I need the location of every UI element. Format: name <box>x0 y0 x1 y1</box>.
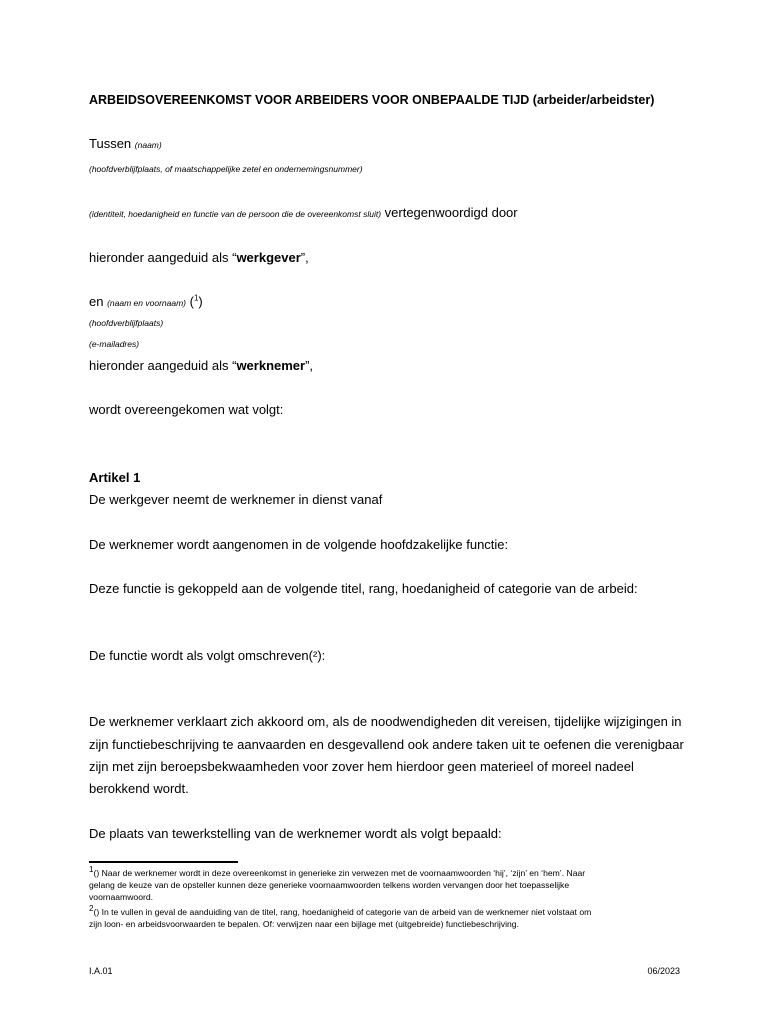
agreement-paragraph-line: zijn met zijn beroepsbekwaamheden voor zover hem hierdoor geen materieel of moreel nadeel <box>89 759 634 774</box>
employee-designation-suffix: ”, <box>305 358 314 373</box>
employee-address-hint: (hoofdverblijfplaats) <box>89 318 164 328</box>
footnote-line <box>89 906 709 918</box>
footer-date: 06/2023 <box>647 966 680 976</box>
document-title: ARBEIDSOVEREENKOMST VOOR ARBEIDERS VOOR ONBEPAALDE TIJD (arbeider/arbeidster) <box>89 93 655 107</box>
article-1-heading: Artikel 1 <box>89 470 141 485</box>
employee-name-line <box>89 294 203 309</box>
agreement-paragraph-line: De werknemer verklaart zich akkoord om, als de noodwendigheden dit vereisen, tijdelijke wijzigingen in <box>89 714 682 729</box>
footnote-ref-1: 1 <box>193 293 199 303</box>
footnote-ref-open: ( <box>186 294 194 309</box>
agreement-paragraph-line: zijn functiebeschrijving te aanvaarden en desgevallend ook andere taken uit te oefenen die verenigbaar <box>89 737 684 752</box>
footnote-line: zijn loon- en arbeidsvoorwaarden te bepalen. Of: verwijzen naar een bijlage met (uitgebreide) functiebeschrijving. <box>89 919 519 929</box>
footnote-2 <box>89 906 709 930</box>
representative-text: vertegenwoordigd door <box>381 205 518 220</box>
employee-name-hint: (naam en voornaam) <box>107 298 186 308</box>
employee-term: werknemer <box>236 358 306 373</box>
footnote-text: () In te vullen in geval de aanduiding van de titel, rang, hoedanigheid of categorie van de arbeid van de werknemer niet volstaat om <box>93 907 592 917</box>
tussen-line <box>89 136 162 151</box>
employer-designation <box>89 250 309 265</box>
function-line: De werknemer wordt aangenomen in de volgende hoofdzakelijke functie: <box>89 537 509 552</box>
footnote-line: gelang de keuze van de opsteller kunnen deze generieke voornaamwoorden telkens worden vervangen door het toepasselijke <box>89 880 570 890</box>
employer-address-hint: (hoofdverblijfplaats, of maatschappelijke zetel en ondernemingsnummer) <box>89 164 363 174</box>
function-description-line: De functie wordt als volgt omschreven(²): <box>89 648 326 663</box>
footnote-separator <box>89 861 238 863</box>
employee-designation-prefix: hieronder aangeduid als “ <box>89 358 237 373</box>
footnote-line <box>89 867 709 879</box>
employer-designation-prefix: hieronder aangeduid als “ <box>89 250 237 265</box>
footnote-mark: 1 <box>89 865 94 875</box>
employee-designation <box>89 358 313 373</box>
tussen-hint: (naam) <box>134 140 162 150</box>
employer-designation-suffix: ”, <box>300 250 309 265</box>
en-word: en <box>89 294 104 309</box>
footer-document-code: I.A.01 <box>89 966 113 976</box>
footnote-text: () Naar de werknemer wordt in deze overeenkomst in generieke zin verwezen met de voornaamwoorden ‘hij’, ‘zijn’ en ‘hem’. Naar <box>93 868 586 878</box>
representative-hint: (identiteit, hoedanigheid en functie van de persoon die de overeenkomst sluit) <box>89 209 382 219</box>
agreement-paragraph-line: berokkend wordt. <box>89 781 189 796</box>
employee-email-hint: (e-mailadres) <box>89 339 140 349</box>
linked-category-line: Deze functie is gekoppeld aan de volgende titel, rang, hoedanigheid of categorie van de arbeid: <box>89 581 638 596</box>
tussen-word: Tussen <box>89 136 132 151</box>
representative-line <box>89 205 518 220</box>
start-date-line: De werkgever neemt de werknemer in dienst vanaf <box>89 492 383 507</box>
footnote-line: voornaamwoord. <box>89 892 154 902</box>
employer-term: werkgever <box>236 250 301 265</box>
footnote-ref-close: ) <box>198 294 203 309</box>
agreed-line: wordt overeengekomen wat volgt: <box>89 402 284 417</box>
footnote-1 <box>89 867 709 903</box>
footnote-mark: 2 <box>89 904 94 914</box>
workplace-line: De plaats van tewerkstelling van de werknemer wordt als volgt bepaald: <box>89 826 502 841</box>
